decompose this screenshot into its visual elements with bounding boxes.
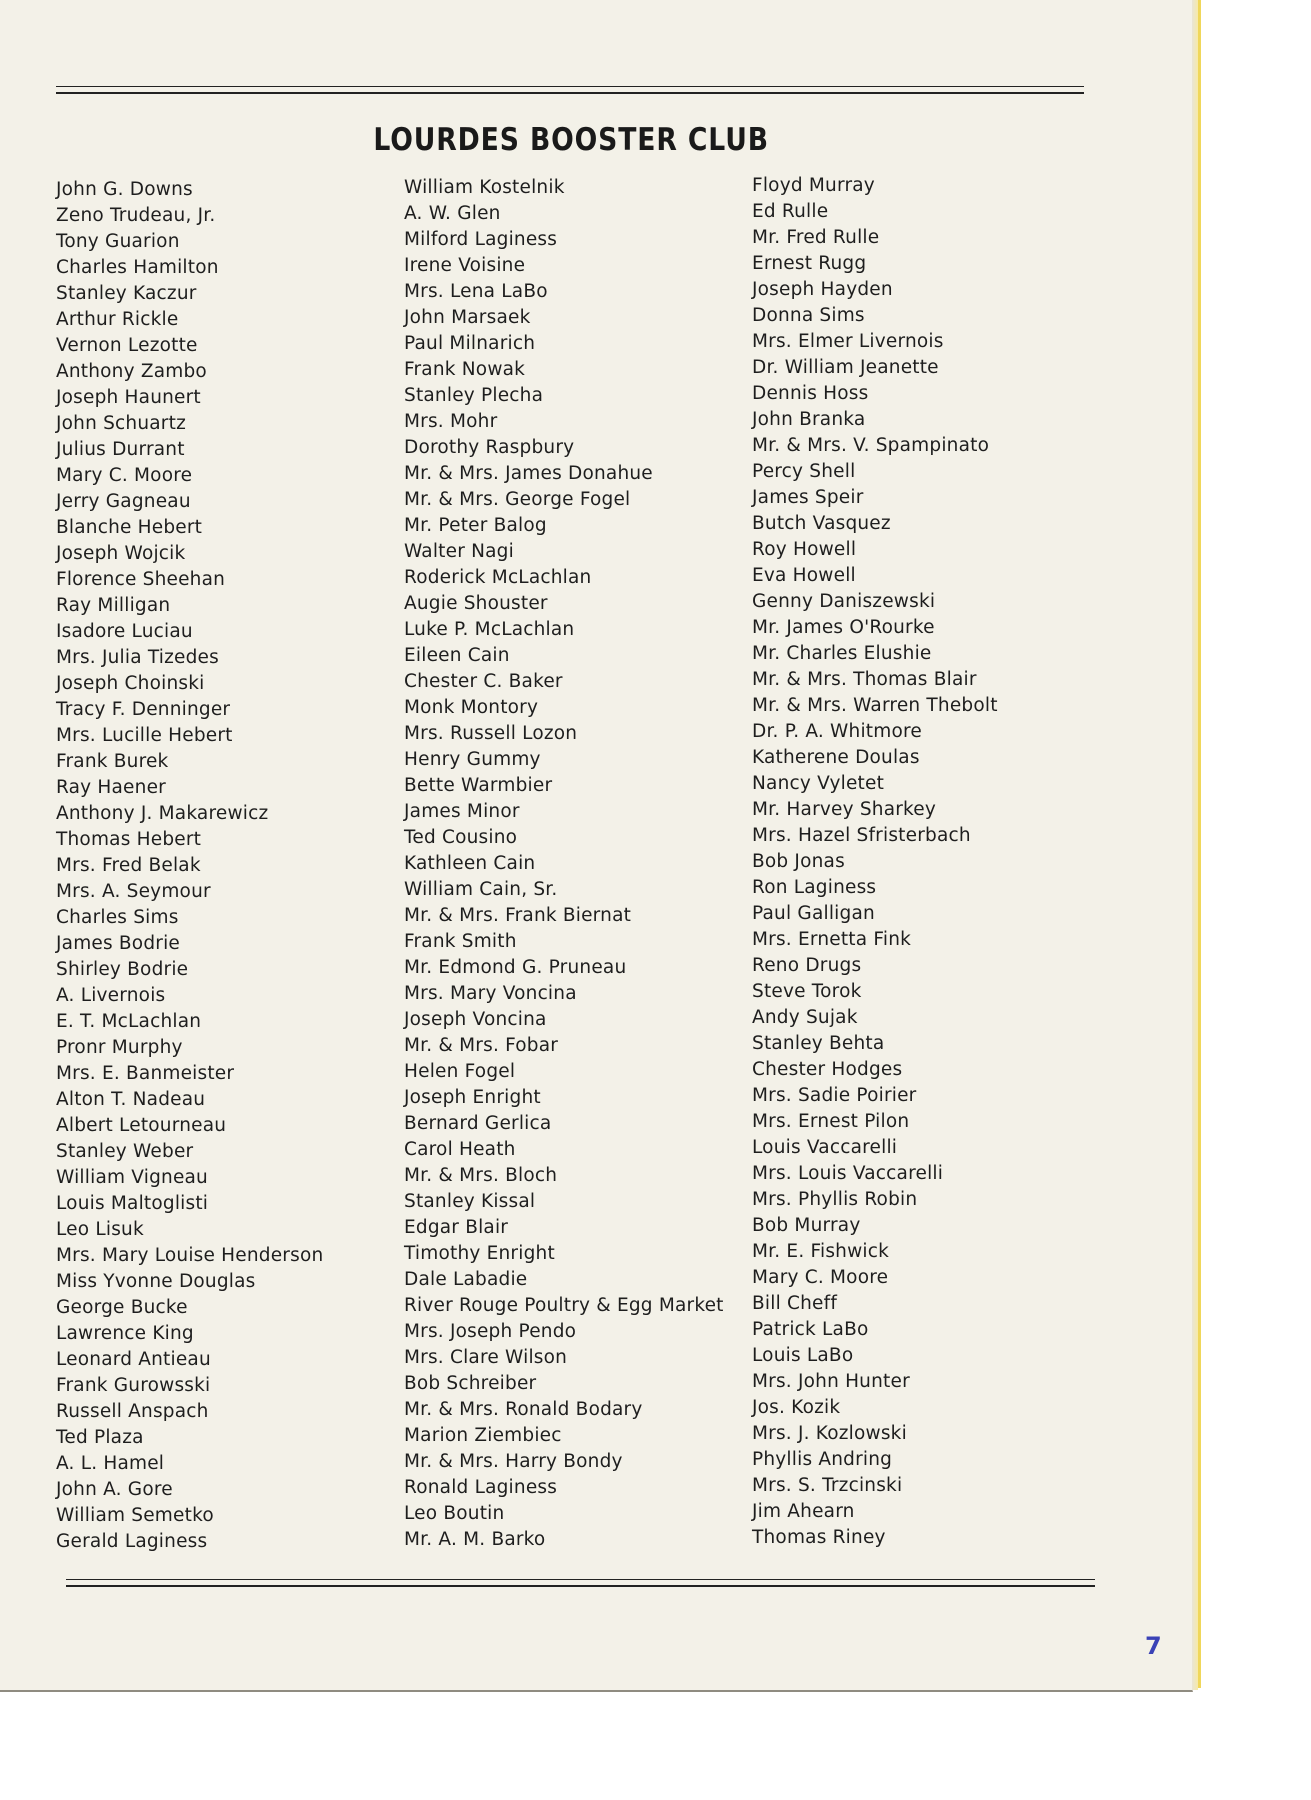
- member-name: Mr. & Mrs. Bloch: [404, 1165, 558, 1186]
- member-name: Milford Laginess: [404, 229, 558, 250]
- member-name: Miss Yvonne Douglas: [56, 1271, 256, 1292]
- member-name: Thomas Hebert: [56, 829, 202, 850]
- member-name: Louis Maltoglisti: [56, 1193, 209, 1214]
- member-name: Bill Cheff: [752, 1293, 838, 1314]
- member-name: Frank Smith: [404, 931, 517, 952]
- member-name: Joseph Haunert: [56, 387, 201, 408]
- member-name: Luke P. McLachlan: [404, 619, 575, 640]
- member-name: Blanche Hebert: [56, 517, 203, 538]
- member-name: Stanley Kissal: [404, 1191, 536, 1212]
- member-name: Stanley Weber: [56, 1141, 194, 1162]
- member-name: Ron Laginess: [752, 877, 877, 898]
- member-name: Mr. & Mrs. Frank Biernat: [404, 905, 632, 926]
- member-name: Edgar Blair: [404, 1217, 509, 1238]
- member-name: E. T. McLachlan: [56, 1011, 202, 1032]
- member-name: Bob Murray: [752, 1215, 861, 1236]
- member-name: Leo Boutin: [404, 1503, 505, 1524]
- member-name: Irene Voisine: [404, 255, 526, 276]
- member-name: Patrick LaBo: [752, 1319, 869, 1340]
- member-name: Mrs. J. Kozlowski: [752, 1423, 907, 1444]
- member-name: Ernest Rugg: [752, 253, 867, 274]
- member-name: Ronald Laginess: [404, 1477, 558, 1498]
- member-name: Charles Hamilton: [56, 257, 219, 278]
- member-name: Frank Burek: [56, 751, 169, 772]
- member-name: Timothy Enright: [404, 1243, 555, 1264]
- member-name: Arthur Rickle: [56, 309, 179, 330]
- member-name: Paul Milnarich: [404, 333, 536, 354]
- member-name: Bob Jonas: [752, 851, 845, 872]
- member-name: Bernard Gerlica: [404, 1113, 552, 1134]
- member-name: Jos. Kozik: [752, 1397, 841, 1418]
- member-name: Walter Nagi: [404, 541, 514, 562]
- member-name: Charles Sims: [56, 907, 179, 928]
- member-name: Mr. & Mrs. Harry Bondy: [404, 1451, 623, 1472]
- member-name: Eileen Cain: [404, 645, 510, 666]
- member-name: Tony Guarion: [56, 231, 180, 252]
- member-name: Pronr Murphy: [56, 1037, 183, 1058]
- top-rule: [56, 86, 1084, 94]
- member-name: Mary C. Moore: [56, 465, 193, 486]
- member-name: Joseph Voncina: [404, 1009, 547, 1030]
- member-name: Ted Plaza: [56, 1427, 144, 1448]
- page-title: LOURDES BOOSTER CLUB: [373, 122, 769, 158]
- member-name: Helen Fogel: [404, 1061, 516, 1082]
- member-name: Nancy Vyletet: [752, 773, 885, 794]
- member-name: A. L. Hamel: [56, 1453, 165, 1474]
- member-name: James Speir: [752, 487, 864, 508]
- member-name: Monk Montory: [404, 697, 539, 718]
- member-name: Eva Howell: [752, 565, 856, 586]
- member-name: Julius Durrant: [56, 439, 185, 460]
- member-name: Donna Sims: [752, 305, 865, 326]
- member-name: Shirley Bodrie: [56, 959, 189, 980]
- name-column-3: [752, 173, 998, 1551]
- member-name: Henry Gummy: [404, 749, 541, 770]
- member-name: Chester C. Baker: [404, 671, 563, 692]
- member-name: Louis Vaccarelli: [752, 1137, 898, 1158]
- member-name: Mrs. Russell Lozon: [404, 723, 578, 744]
- member-name: Tracy F. Denninger: [56, 699, 231, 720]
- member-name: Andy Sujak: [752, 1007, 858, 1028]
- member-name: Joseph Hayden: [752, 279, 893, 300]
- member-name: Florence Sheehan: [56, 569, 226, 590]
- member-name: Marion Ziembiec: [404, 1425, 562, 1446]
- member-name: Mrs. Mary Voncina: [404, 983, 577, 1004]
- member-name: William Vigneau: [56, 1167, 208, 1188]
- member-name: Mr. A. M. Barko: [404, 1529, 546, 1550]
- member-name: Phyllis Andring: [752, 1449, 893, 1470]
- member-name: River Rouge Poultry & Egg Market: [404, 1295, 724, 1316]
- member-name: Mrs. Ernest Pilon: [752, 1111, 910, 1132]
- member-name: Mrs. Julia Tizedes: [56, 647, 219, 668]
- member-name: Mr. Peter Balog: [404, 515, 547, 536]
- member-name: Reno Drugs: [752, 955, 862, 976]
- member-name: Mary C. Moore: [752, 1267, 889, 1288]
- member-name: Mr. Harvey Sharkey: [752, 799, 937, 820]
- member-name: Augie Shouster: [404, 593, 548, 614]
- member-name: Roy Howell: [752, 539, 857, 560]
- member-name: Alton T. Nadeau: [56, 1089, 206, 1110]
- name-column-1: [56, 177, 323, 1555]
- member-name: William Cain, Sr.: [404, 879, 558, 900]
- member-name: Dr. William Jeanette: [752, 357, 939, 378]
- member-name: Joseph Choinski: [56, 673, 205, 694]
- member-name: Butch Vasquez: [752, 513, 891, 534]
- member-name: Carol Heath: [404, 1139, 516, 1160]
- member-name: Mr. E. Fishwick: [752, 1241, 890, 1262]
- member-name: John A. Gore: [56, 1479, 173, 1500]
- member-name: Stanley Behta: [752, 1033, 885, 1054]
- member-name: George Bucke: [56, 1297, 188, 1318]
- member-name: Mrs. Mary Louise Henderson: [56, 1245, 324, 1266]
- member-name: Dr. P. A. Whitmore: [752, 721, 922, 742]
- member-name: James Bodrie: [56, 933, 180, 954]
- member-name: Mrs. Fred Belak: [56, 855, 201, 876]
- member-name: Mrs. Hazel Sfristerbach: [752, 825, 971, 846]
- member-name: William Semetko: [56, 1505, 214, 1526]
- bottom-rule: [66, 1579, 1095, 1587]
- member-name: Frank Gurowsski: [56, 1375, 211, 1396]
- member-name: Genny Daniszewski: [752, 591, 936, 612]
- member-name: Mrs. E. Banmeister: [56, 1063, 235, 1084]
- member-name: Leo Lisuk: [56, 1219, 144, 1240]
- member-name: Steve Torok: [752, 981, 862, 1002]
- member-name: Albert Letourneau: [56, 1115, 227, 1136]
- member-name: Frank Nowak: [404, 359, 526, 380]
- page-edge-yellow: [1198, 0, 1201, 1688]
- member-name: Mrs. Elmer Livernois: [752, 331, 944, 352]
- member-name: Thomas Riney: [752, 1527, 886, 1548]
- member-name: Bob Schreiber: [404, 1373, 537, 1394]
- member-name: Mr. & Mrs. Thomas Blair: [752, 669, 977, 690]
- member-name: Mrs. A. Seymour: [56, 881, 211, 902]
- member-name: Mr. & Mrs. Fobar: [404, 1035, 559, 1056]
- member-name: Katherene Doulas: [752, 747, 920, 768]
- member-name: Mrs. Ernetta Fink: [752, 929, 912, 950]
- member-name: Mr. James O'Rourke: [752, 617, 935, 638]
- member-name: Mrs. Lena LaBo: [404, 281, 548, 302]
- member-name: Ray Haener: [56, 777, 166, 798]
- member-name: Mrs. Mohr: [404, 411, 498, 432]
- member-name: Isadore Luciau: [56, 621, 193, 642]
- member-name: Russell Anspach: [56, 1401, 209, 1422]
- member-name: Mr. & Mrs. Warren Thebolt: [752, 695, 998, 716]
- member-name: James Minor: [404, 801, 520, 822]
- member-name: John Marsaek: [404, 307, 531, 328]
- member-name: Zeno Trudeau, Jr.: [56, 205, 216, 226]
- member-name: Jim Ahearn: [752, 1501, 855, 1522]
- member-name: Ed Rulle: [752, 201, 829, 222]
- member-name: Mrs. Louis Vaccarelli: [752, 1163, 944, 1184]
- member-name: Lawrence King: [56, 1323, 194, 1344]
- member-name: Mr. Fred Rulle: [752, 227, 880, 248]
- member-name: Percy Shell: [752, 461, 856, 482]
- member-name: Ray Milligan: [56, 595, 171, 616]
- member-name: Leonard Antieau: [56, 1349, 211, 1370]
- member-name: Vernon Lezotte: [56, 335, 198, 356]
- member-name: Floyd Murray: [752, 175, 875, 196]
- member-name: John Branka: [752, 409, 866, 430]
- member-name: Anthony J. Makarewicz: [56, 803, 269, 824]
- member-name: Mr. & Mrs. V. Spampinato: [752, 435, 990, 456]
- member-name: Mrs. Sadie Poirier: [752, 1085, 917, 1106]
- member-name: Mr. Charles Elushie: [752, 643, 932, 664]
- member-name: John G. Downs: [56, 179, 193, 200]
- member-name: John Schuartz: [56, 413, 186, 434]
- member-name: Mrs. S. Trzcinski: [752, 1475, 903, 1496]
- member-name: Joseph Enright: [404, 1087, 541, 1108]
- member-name: Jerry Gagneau: [56, 491, 191, 512]
- member-name: Mr. Edmond G. Pruneau: [404, 957, 627, 978]
- member-name: Stanley Kaczur: [56, 283, 197, 304]
- member-name: Stanley Plecha: [404, 385, 544, 406]
- member-name: Joseph Wojcik: [56, 543, 186, 564]
- member-name: Mr. & Mrs. George Fogel: [404, 489, 631, 510]
- member-name: Louis LaBo: [752, 1345, 854, 1366]
- member-name: Dorothy Raspbury: [404, 437, 575, 458]
- member-name: Kathleen Cain: [404, 853, 536, 874]
- member-name: Anthony Zambo: [56, 361, 207, 382]
- member-name: Paul Galligan: [752, 903, 875, 924]
- member-name: Mrs. Clare Wilson: [404, 1347, 568, 1368]
- member-name: Mrs. Phyllis Robin: [752, 1189, 918, 1210]
- member-name: Mrs. John Hunter: [752, 1371, 910, 1392]
- member-name: Roderick McLachlan: [404, 567, 592, 588]
- member-name: Chester Hodges: [752, 1059, 903, 1080]
- member-name: Gerald Laginess: [56, 1531, 208, 1552]
- member-name: Mrs. Lucille Hebert: [56, 725, 233, 746]
- member-name: William Kostelnik: [404, 177, 565, 198]
- member-name: Mr. & Mrs. Ronald Bodary: [404, 1399, 643, 1420]
- member-name: A. Livernois: [56, 985, 166, 1006]
- member-name: Mrs. Joseph Pendo: [404, 1321, 577, 1342]
- member-name: A. W. Glen: [404, 203, 501, 224]
- member-name: Ted Cousino: [404, 827, 518, 848]
- page-number: 7: [1145, 1632, 1162, 1660]
- member-name: Mr. & Mrs. James Donahue: [404, 463, 653, 484]
- member-name: Dennis Hoss: [752, 383, 869, 404]
- member-name: Dale Labadie: [404, 1269, 528, 1290]
- name-column-2: [404, 175, 724, 1553]
- member-name: Bette Warmbier: [404, 775, 553, 796]
